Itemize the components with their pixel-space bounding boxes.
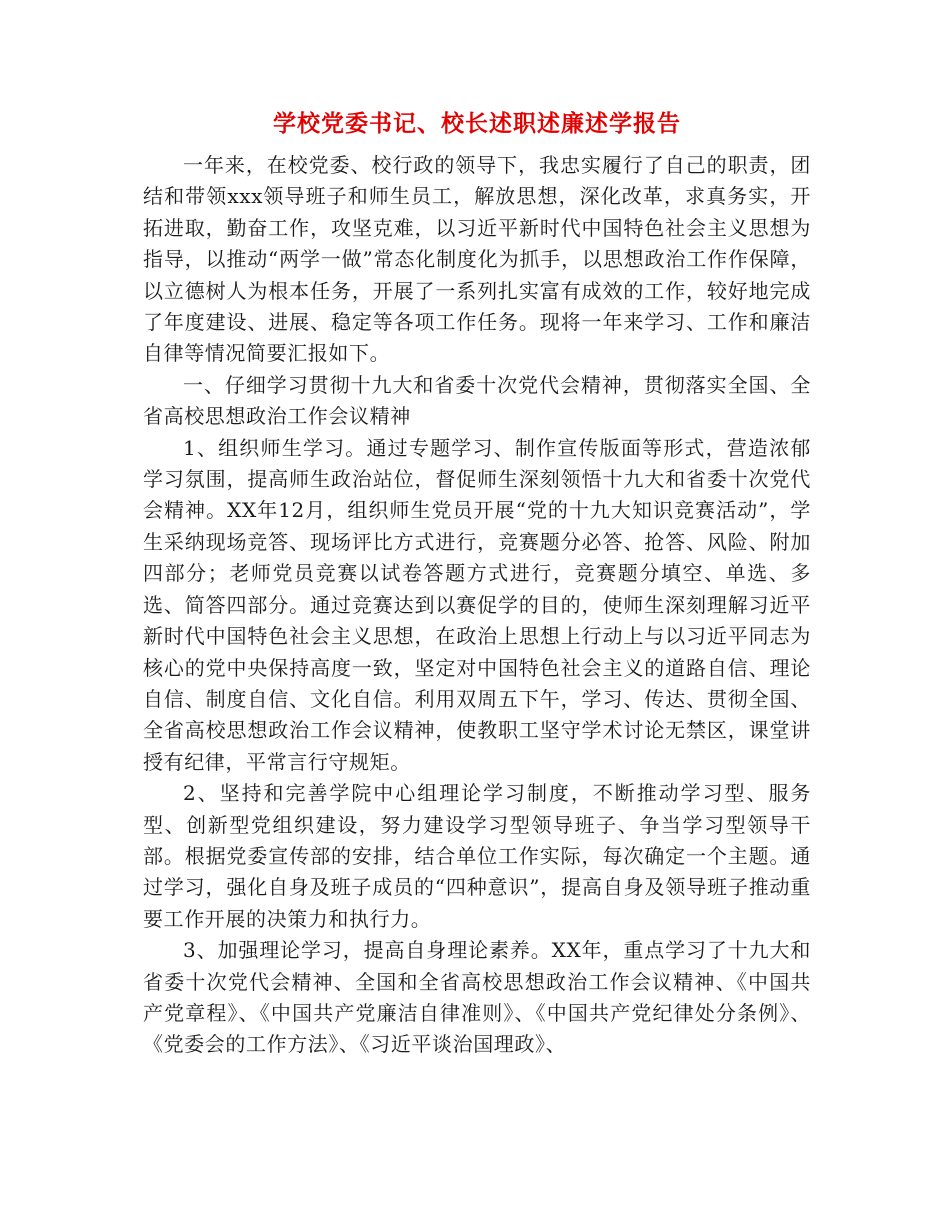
document-page	[143, 108, 811, 1061]
paragraph-section-1-heading: 一、仔细学习贯彻十九大和省委十次党代会精神，贯彻落实全国、全省高校思想政治工作会议精神	[143, 372, 811, 429]
paragraph-item-1: 1、组织师生学习。通过专题学习、制作宣传版面等形式，营造浓郁学习氛围，提高师生政治站位，督促师生深刻领悟十九大和省委十次党代会精神。XX年12月，组织师生党员开展“党的十九大知识竞赛活动”，学生采纳现场竞答、现场评比方式进行，竞赛题分必答、抢答、风险、附加四部分；老师党员竞赛以试卷答题方式进行，竞赛题分填空、单选、多选、简答四部分。通过竞赛达到以赛促学的目的，使师生深刻理解习近平新时代中国特色社会主义思想，在政治上思想上行动上与以习近平同志为核心的党中央保持高度一致，坚定对中国特色社会主义的道路自信、理论自信、制度自信、文化自信。利用双周五下午，学习、传达、贯彻全国、全省高校思想政治工作会议精神，使教职工坚守学术讨论无禁区，课堂讲授有纪律，平常言行守规矩。	[143, 435, 811, 774]
document-title: 学校党委书记、校长述职述廉述学报告	[273, 110, 681, 137]
paragraph-item-3: 3、加强理论学习，提高自身理论素养。XX年，重点学习了十九大和省委十次党代会精神、全国和全省高校思想政治工作会议精神、《中国共产党章程》、《中国共产党廉洁自律准则》、《中国共产党纪律处分条例》、《党委会的工作方法》、《习近平谈治国理政》、	[143, 938, 811, 1057]
paragraph-item-2: 2、坚持和完善学院中心组理论学习制度，不断推动学习型、服务型、创新型党组织建设，努力建设学习型领导班子、争当学习型领导干部。根据党委宣传部的安排，结合单位工作实际，每次确定一个主题。通过学习，强化自身及班子成员的“四种意识”，提高自身及领导班子推动重要工作开展的决策力和执行力。	[143, 781, 811, 931]
paragraph-intro: 一年来，在校党委、校行政的领导下，我忠实履行了自己的职责，团结和带领xxx领导班子和师生员工，解放思想，深化改革，求真务实，开拓进取，勤奋工作，攻坚克难，以习近平新时代中国特色社会主义思想为指导，以推动“两学一做”常态化制度化为抓手，以思想政治工作作保障，以立德树人为根本任务，开展了一系列扎实富有成效的工作，较好地完成了年度建设、进展、稳定等各项工作任务。现将一年来学习、工作和廉洁自律等情况简要汇报如下。	[143, 153, 811, 366]
